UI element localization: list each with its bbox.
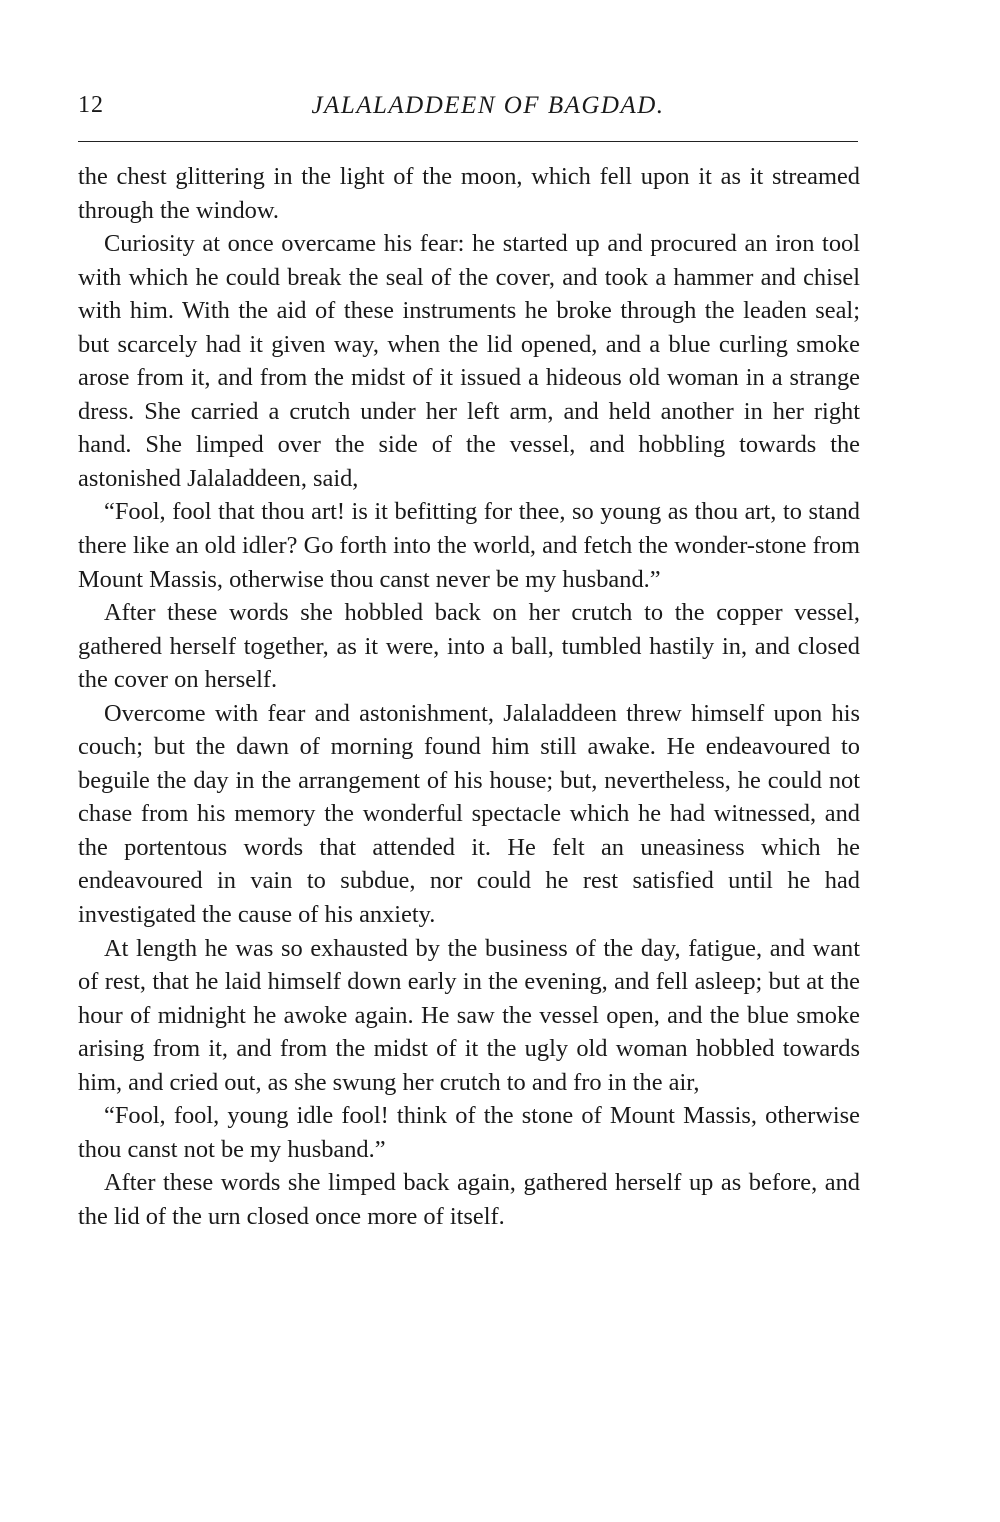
running-head: [78, 92, 858, 132]
paragraph: At length he was so exhausted by the business of the day, fatigue, and want of rest, that he laid himself down early in the evening, and fell asleep; but at the hour of midnight he awoke again. He saw the vessel open, and the blue smoke arising from it, and from the midst of it the ugly old woman hobbled towards him, and cried out, as she swung her crutch to and fro in the air,: [78, 934, 860, 1096]
running-title: JALALADDEEN OF BAGDAD.: [311, 92, 665, 119]
body-text: [78, 160, 860, 1234]
page-number: 12: [78, 92, 104, 118]
paragraph-continued: the chest glittering in the light of the moon, which fell upon it as it streamed through the window.: [78, 163, 860, 224]
paragraph: After these words she limped back again, gathered herself up as before, and the lid of the urn closed once more of itself.: [78, 1169, 860, 1230]
paragraph: After these words she hobbled back on her crutch to the copper vessel, gathered herself together, as it were, into a ball, tumbled hastily in, and closed the cover on herself.: [78, 599, 860, 694]
paragraph: “Fool, fool that thou art! is it befitting for thee, so young as thou art, to stand there like an old idler? Go forth into the world, and fetch the wonder-stone from Mount Massis, otherwise thou canst never be my husband.”: [78, 498, 860, 593]
header-rule: [78, 141, 858, 142]
paragraph: Overcome with fear and astonishment, Jalaladdeen threw himself upon his couch; but the dawn of morning found him still awake. He endeavoured to beguile the day in the arrangement of his house; but, nevertheless, he could not chase from his memory the wonderful spectacle which he had witnessed, and the portentous words that attended it. He felt an uneasiness which he endeavoured in vain to subdue, nor could he rest satisfied until he had investigated the cause of his anxiety.: [78, 699, 860, 929]
paragraph: “Fool, fool, young idle fool! think of the stone of Mount Massis, otherwise thou canst not be my husband.”: [78, 1102, 860, 1163]
paragraph: Curiosity at once overcame his fear: he started up and procured an iron tool with which he could break the seal of the cover, and took a hammer and chisel with him. With the aid of these instruments he broke through the leaden seal; but scarcely had it given way, when the lid opened, and a blue curling smoke arose from it, and from the midst of it issued a hideous old woman in a strange dress. She carried a crutch under her left arm, and held another in her right hand. She limped over the side of the vessel, and hobbling towards the astonished Jalaladdeen, said,: [78, 230, 860, 492]
